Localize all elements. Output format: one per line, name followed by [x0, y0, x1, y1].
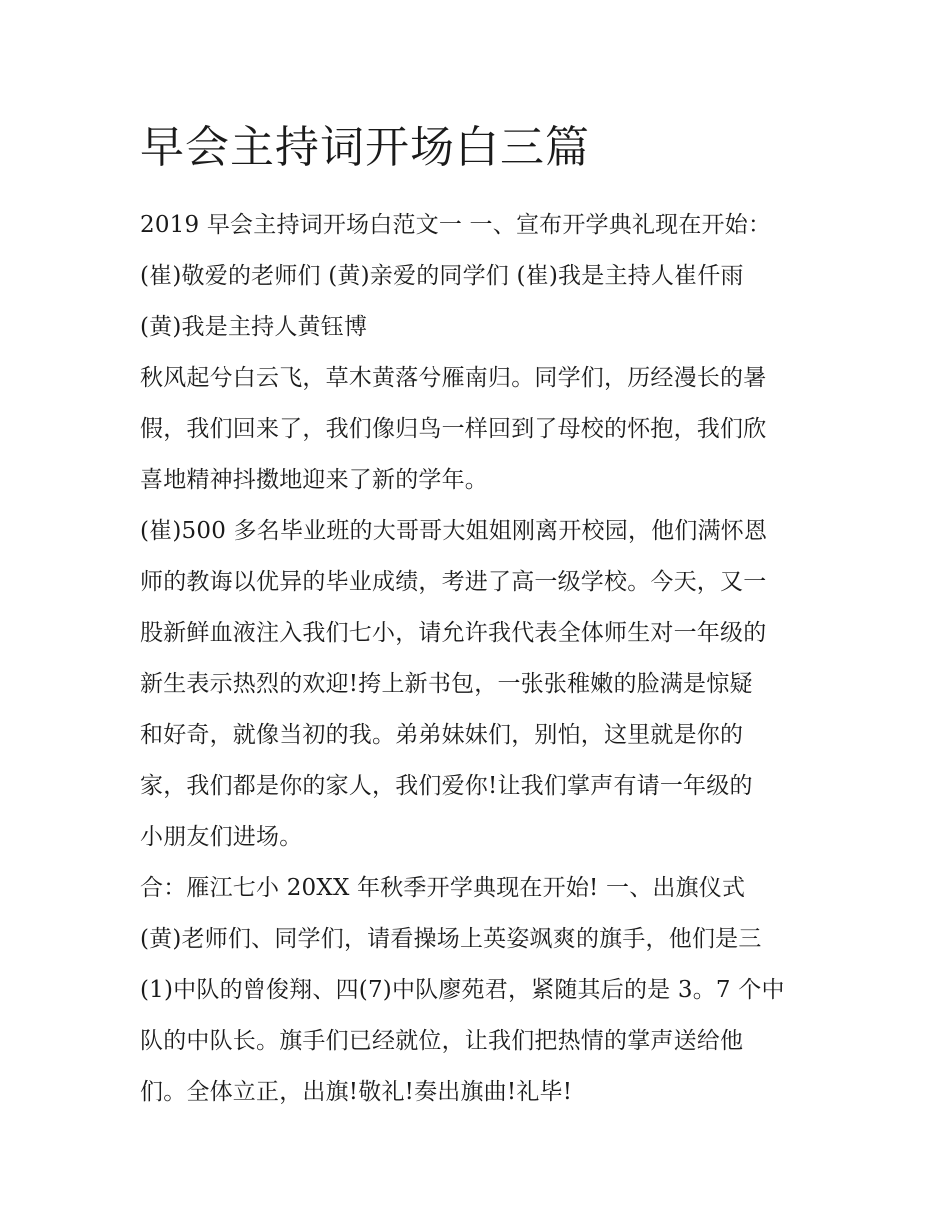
- text-line: (崔)敬爱的老师们 (黄)亲爱的同学们 (崔)我是主持人崔仟雨: [140, 263, 744, 289]
- text-line: 家，我们都是你的家人，我们爱你!让我们掌声有请一年级的: [140, 773, 753, 799]
- text-line: 师的教诲以优异的毕业成绩，考进了高一级学校。今天，又一: [140, 569, 767, 595]
- text-line: 小朋友们进场。: [140, 824, 303, 850]
- text-line: (黄)我是主持人黄钰博: [140, 314, 368, 340]
- text-line: 们。全体立正，出旗!敬礼!奏出旗曲!礼毕!: [140, 1079, 573, 1105]
- text-line: (黄)老师们、同学们，请看操场上英姿飒爽的旗手，他们是三: [140, 926, 762, 952]
- text-line: 合：雁江七小 20XX 年秋季开学典现在开始! 一、出旗仪式: [140, 875, 746, 901]
- text-line: 喜地精神抖擞地迎来了新的学年。: [140, 467, 488, 493]
- text-line: 新生表示热烈的欢迎!挎上新书包，一张张稚嫩的脸满是惊疑: [140, 671, 753, 697]
- text-line: 和好奇，就像当初的我。弟弟妹妹们，别怕，这里就是你的: [140, 722, 744, 748]
- text-line: (崔)500 多名毕业班的大哥哥大姐姐刚离开校园，他们满怀恩: [140, 518, 768, 544]
- document-body: [140, 200, 820, 1118]
- text-line: (1)中队的曾俊翔、四(7)中队廖苑君，紧随其后的是 3。7 个中: [140, 977, 785, 1003]
- document-title: 早会主持词开场白三篇: [140, 122, 590, 173]
- text-line: 2019 早会主持词开场白范文一 一、宣布开学典礼现在开始：: [140, 212, 772, 238]
- text-line: 股新鲜血液注入我们七小，请允许我代表全体师生对一年级的: [140, 620, 767, 646]
- text-line: 秋风起兮白云飞，草木黄落兮雁南归。同学们，历经漫长的暑: [140, 365, 767, 391]
- text-line: 假，我们回来了，我们像归鸟一样回到了母校的怀抱，我们欣: [140, 416, 767, 442]
- text-line: 队的中队长。旗手们已经就位，让我们把热情的掌声送给他: [140, 1028, 744, 1054]
